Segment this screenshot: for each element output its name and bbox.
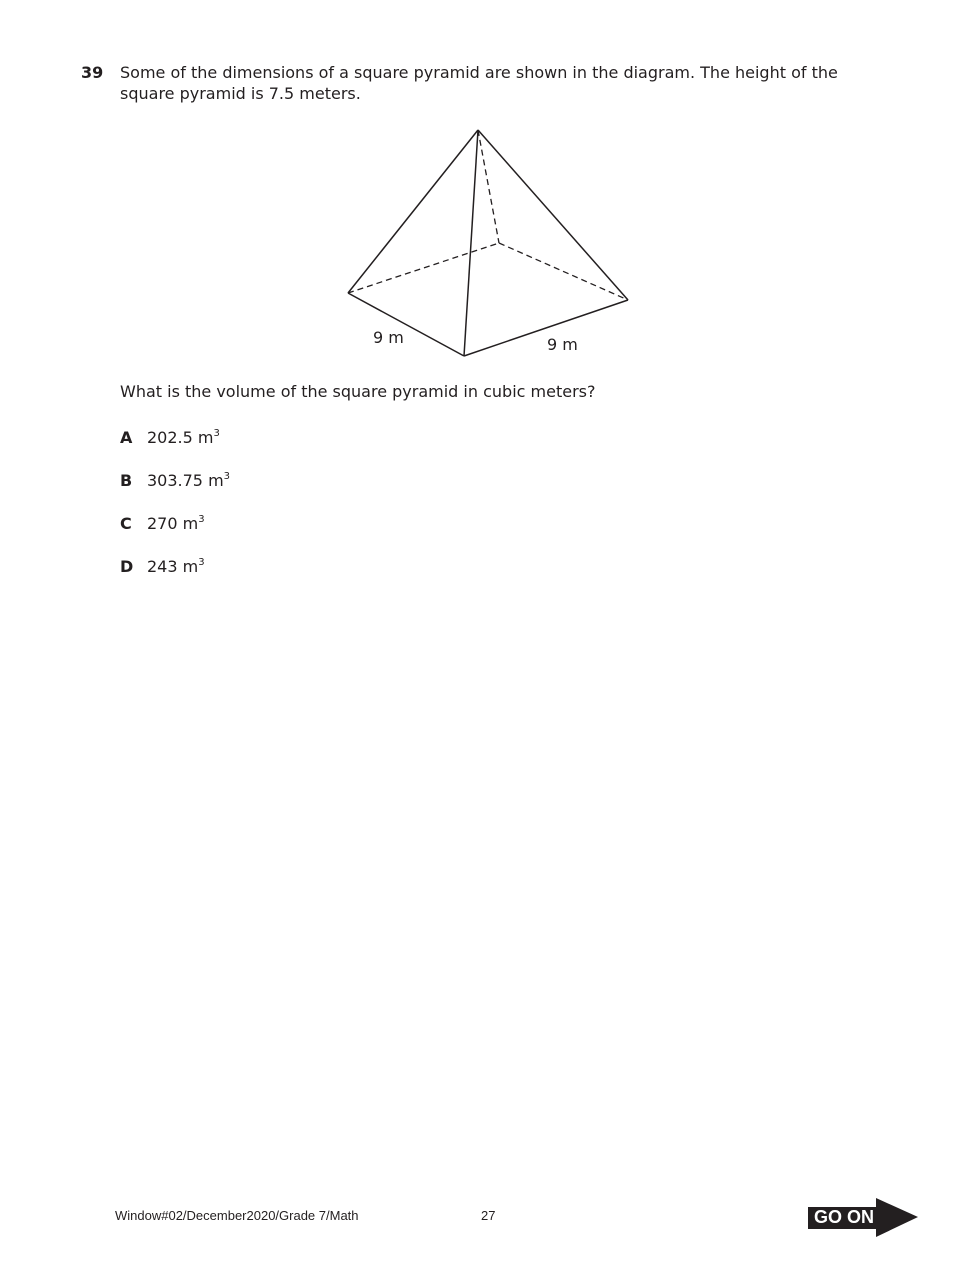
answer-choice-a[interactable] [120, 427, 220, 448]
choice-letter: A [120, 428, 133, 447]
choice-exponent: 3 [198, 514, 205, 525]
edge-apex-left [348, 130, 478, 293]
footer-source: Window#02/December2020/Grade 7/Math [115, 1208, 359, 1223]
answer-choice-b[interactable] [120, 470, 230, 491]
edge-apex-right [478, 130, 628, 300]
choice-exponent: 3 [198, 557, 205, 568]
hidden-edge-back-right [499, 243, 628, 300]
hidden-edge-left-back [348, 243, 499, 293]
choice-value: 243 m [147, 557, 199, 576]
choice-letter: C [120, 514, 132, 533]
choice-exponent: 3 [223, 471, 231, 482]
choice-value: 202.5 m [147, 428, 214, 447]
base-edge-left [348, 293, 464, 356]
dimension-label-right: 9 m [547, 335, 578, 354]
question-text: Some of the dimensions of a square pyramid are shown in the diagram. The height of the square pyramid is 7.5 meters. [120, 63, 838, 103]
square-pyramid-diagram [330, 118, 650, 368]
answer-choice-d[interactable] [120, 556, 205, 577]
page-number: 27 [481, 1208, 496, 1223]
go-on-label: GO ON [814, 1207, 875, 1227]
answer-choice-c[interactable] [120, 513, 205, 534]
question-prompt: What is the volume of the square pyramid in cubic meters? [120, 382, 596, 401]
choice-value: 270 m [147, 514, 199, 533]
edge-apex-front [464, 130, 478, 356]
go-on-indicator [808, 1196, 920, 1238]
choice-exponent: 3 [213, 428, 220, 439]
base-edge-right [464, 300, 628, 356]
choice-letter: D [120, 557, 134, 576]
hidden-edge-apex-back [478, 130, 499, 243]
choice-value: 303.75 m [147, 471, 224, 490]
dimension-label-left: 9 m [373, 328, 404, 347]
choice-letter: B [120, 471, 133, 490]
question-number: 39 [81, 63, 104, 82]
